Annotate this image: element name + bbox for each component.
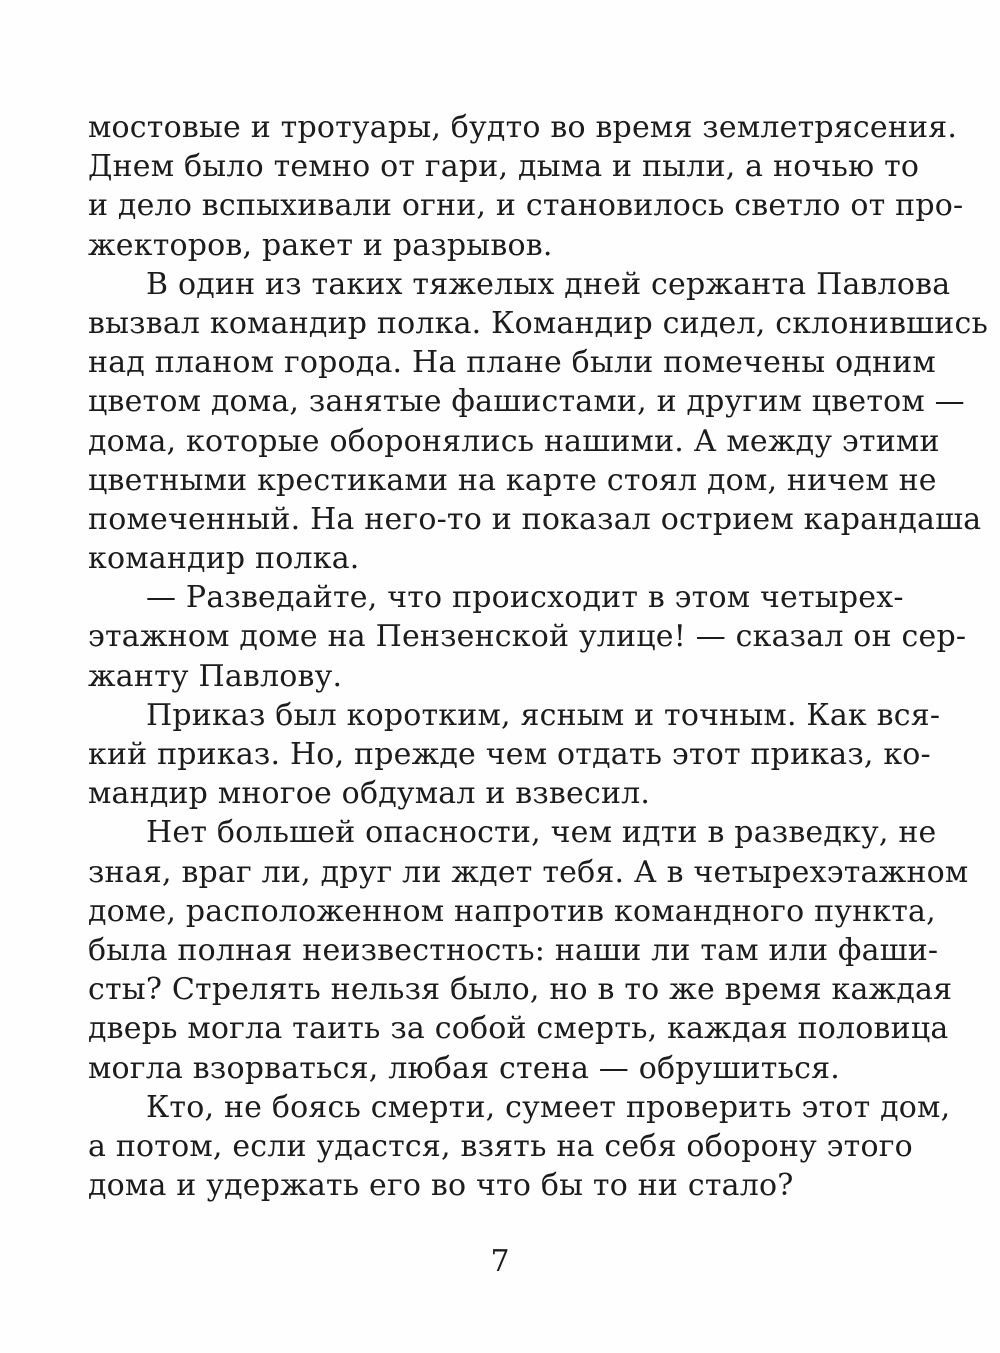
text-line: дверь могла таить за собой смерть, каждая половица <box>88 1011 949 1047</box>
text-line: жекторов, ракет и разрывов. <box>88 227 553 263</box>
text-line: а потом, если удастся, взять на себя оборону этого <box>88 1128 913 1164</box>
text-line: вызвал командир полка. Командир сидел, склонившись <box>88 305 988 341</box>
text-line: мостовые и тротуары, будто во время землетрясения. <box>88 110 958 145</box>
text-line: зная, враг ли, друг ли ждет тебя. А в четырехэтажном <box>88 854 969 890</box>
text-line: доме, расположенном напротив командного пункта, <box>88 893 936 929</box>
text-line: этажном доме на Пензенской улице! — сказал он сер- <box>88 619 967 655</box>
text-line: кий приказ. Но, прежде чем отдать этот приказ, ко- <box>88 737 931 772</box>
text-line: Днем было темно от гари, дыма и пыли, а ночью то <box>88 149 920 185</box>
text-line: жанту Павлову. <box>88 658 343 694</box>
text-line: цветными крестиками на карте стоял дом, ничем не <box>88 462 937 498</box>
body-text <box>88 108 988 1205</box>
text-line: цветом дома, занятые фашистами, и другим цветом — <box>88 384 965 420</box>
text-line: — Разведайте, что происходит в этом четырех- <box>146 580 904 616</box>
text-line: командир полка. <box>88 541 360 577</box>
text-line: дома и удержать его во что бы то ни стало? <box>88 1168 794 1204</box>
text-line: Нет большей опасности, чем идти в разведку, не <box>146 815 937 851</box>
text-line: и дело вспыхивали огни, и становилось светло от про- <box>88 188 964 224</box>
text-line: помеченный. На него-то и показал острием карандаша <box>88 501 982 537</box>
text-line: была полная неизвестность: наши ли там или фаши- <box>88 932 939 968</box>
page-number: 7 <box>490 1244 510 1279</box>
text-line: сты? Стрелять нельзя было, но в то же время каждая <box>88 972 953 1008</box>
text-line: В один из таких тяжелых дней сержанта Павлова <box>146 266 951 302</box>
text-line: Кто, не боясь смерти, сумеет проверить этот дом, <box>146 1089 951 1125</box>
text-line: над планом города. На плане были помечены одним <box>88 345 936 381</box>
text-line: дома, которые оборонялись нашими. А между этими <box>88 423 940 459</box>
text-line: Приказ был коротким, ясным и точным. Как вся- <box>146 697 941 733</box>
text-line: мандир многое обдумал и взвесил. <box>88 776 651 812</box>
text-line: могла взорваться, любая стена — обрушиться. <box>88 1050 840 1086</box>
